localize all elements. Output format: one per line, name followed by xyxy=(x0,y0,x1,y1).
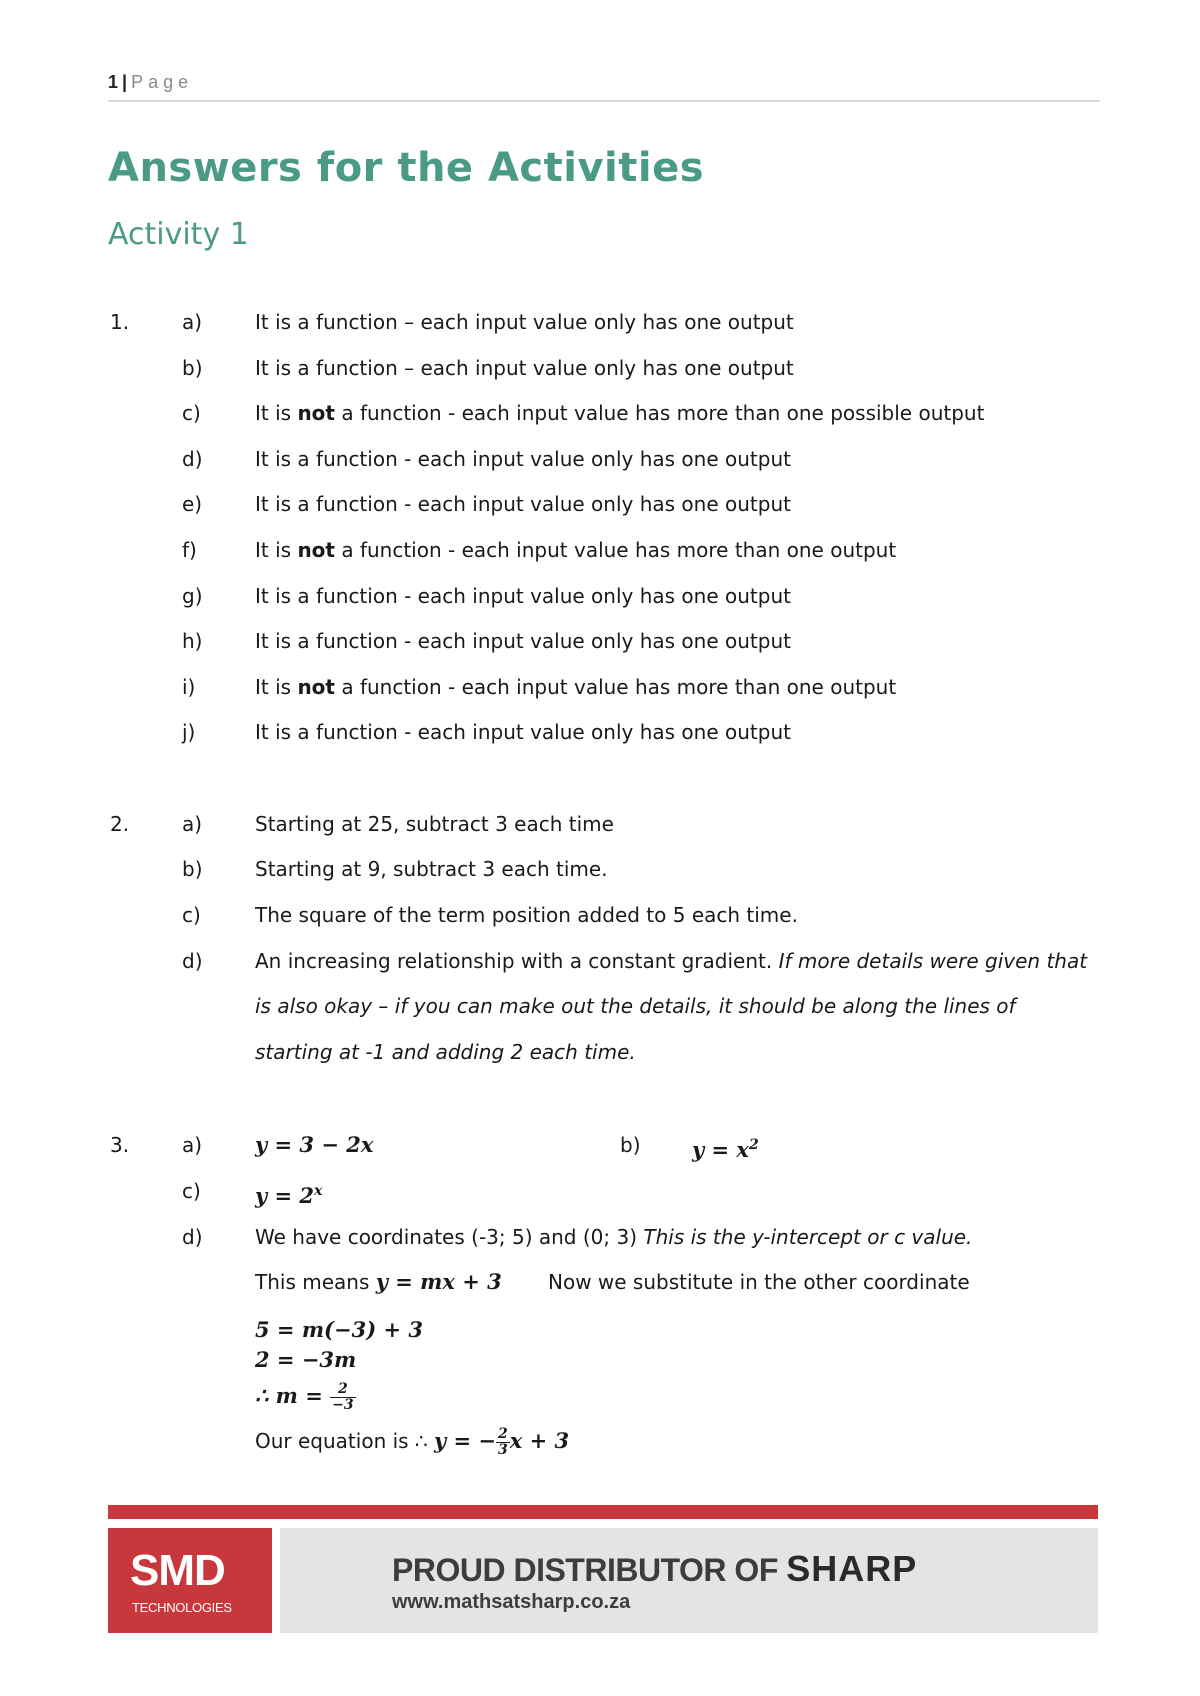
q2-d-italic-2: is also okay – if you can make out the details, it should be along the lines of xyxy=(255,994,1016,1018)
q3-b-letter: b) xyxy=(620,1133,641,1157)
q1-d-letter: d) xyxy=(182,447,203,471)
q1-a-text: It is a function – each input value only has one output xyxy=(255,310,794,334)
q3-row-c xyxy=(0,1174,1000,1208)
q3-d-final-equation: Our equation is ∴ y = − $\frac{2}{3}$ x + 3 xyxy=(255,1426,570,1458)
page-title: Answers for the Activities xyxy=(108,145,705,191)
q1-i-letter: i) xyxy=(182,675,196,699)
q1-h-letter: h) xyxy=(182,629,203,653)
q1-b-text: It is a function – each input value only has one output xyxy=(255,356,794,380)
q1-row-f xyxy=(0,533,1000,567)
q3-d-substitute: Now we substitute in the other coordinate xyxy=(548,1270,970,1294)
q2-b-text: Starting at 9, subtract 3 each time. xyxy=(255,857,608,881)
q1-g-text: It is a function - each input value only has one output xyxy=(255,584,791,608)
q1-row-d xyxy=(0,442,1000,476)
q3-d-means: This means y = mx + 3 xyxy=(255,1269,502,1294)
q2-d-letter: d) xyxy=(182,949,203,973)
q3-d-text: We have coordinates (-3; 5) and (0; 3) This is the y-intercept or c value. xyxy=(255,1225,973,1249)
q2-number: 2. xyxy=(110,812,130,836)
sharp-logo: SHARP xyxy=(786,1548,918,1589)
q1-row-i xyxy=(0,670,1000,704)
q3-d-means-equation: y = mx + 3 xyxy=(375,1269,502,1294)
q2-a-letter: a) xyxy=(182,812,203,836)
activity-title: Activity 1 xyxy=(108,217,249,252)
q1-row-g xyxy=(0,579,1000,613)
q2-row-d-cont-2 xyxy=(0,1035,1100,1069)
q1-row-b xyxy=(0,351,1000,385)
q1-row-e xyxy=(0,487,1000,521)
smd-logo-text: SMD xyxy=(130,1546,225,1595)
q3-c-letter: c) xyxy=(182,1179,201,1203)
q2-c-letter: c) xyxy=(182,903,201,927)
q1-i-emphasis: not xyxy=(297,675,335,699)
q2-c-text: The square of the term position added to 5 each time. xyxy=(255,903,798,927)
q1-j-text: It is a function - each input value only has one output xyxy=(255,720,791,744)
q1-c-emphasis: not xyxy=(297,401,335,425)
q1-h-text: It is a function - each input value only has one output xyxy=(255,629,791,653)
page-word: Page xyxy=(131,72,194,92)
page-separator: | xyxy=(122,72,128,92)
q3-d-final-fraction: $\frac{2}{3}$ xyxy=(498,1426,508,1458)
q1-a-letter: a) xyxy=(182,310,203,334)
footer-separator xyxy=(272,1528,280,1633)
q3-row-d xyxy=(0,1220,1100,1254)
q1-f-emphasis: not xyxy=(297,538,335,562)
q3-d-step-2: 2 = −3m xyxy=(255,1347,357,1372)
q3-d-letter: d) xyxy=(182,1225,203,1249)
q1-number: 1. xyxy=(110,310,130,334)
q2-row-b xyxy=(0,852,1000,886)
q2-b-letter: b) xyxy=(182,857,203,881)
q2-row-c xyxy=(0,898,1000,932)
q1-c-letter: c) xyxy=(182,401,201,425)
q3-c-equation: $y = 2^x$ xyxy=(255,1183,323,1208)
q3-d-italic: This is the y-intercept or c value. xyxy=(643,1225,973,1249)
smd-logo-subtext: TECHNOLOGIES xyxy=(132,1600,232,1615)
q1-row-c xyxy=(0,396,1000,430)
q1-row-h xyxy=(0,624,1000,658)
page-number: 1 xyxy=(108,72,119,92)
q1-j-letter: j) xyxy=(182,720,196,744)
footer-accent-bar xyxy=(108,1505,1098,1519)
q3-row-ab xyxy=(0,1128,1000,1162)
q1-f-text: It is not a function - each input value has more than one output xyxy=(255,538,897,562)
q3-b-equation: $y = x^2$ xyxy=(692,1137,759,1162)
q3-d-step-1: 5 = m(−3) + 3 xyxy=(255,1317,423,1342)
q2-row-d-cont-1 xyxy=(0,989,1100,1023)
q2-row-d xyxy=(0,944,1100,978)
q1-b-letter: b) xyxy=(182,356,203,380)
q3-d-step-3-fraction: $\frac{2}{-3}$ xyxy=(332,1381,354,1413)
q1-row-j xyxy=(0,715,1000,749)
q1-c-text: It is not a function - each input value has more than one possible output xyxy=(255,401,985,425)
q1-d-text: It is a function - each input value only has one output xyxy=(255,447,791,471)
q3-a-letter: a) xyxy=(182,1133,203,1157)
page-header xyxy=(108,72,1100,102)
q1-f-letter: f) xyxy=(182,538,197,562)
q3-d-final xyxy=(0,1424,900,1468)
q1-row-a xyxy=(0,305,1000,339)
q2-a-text: Starting at 25, subtract 3 each time xyxy=(255,812,614,836)
q3-number: 3. xyxy=(110,1133,130,1157)
q1-e-text: It is a function - each input value only has one output xyxy=(255,492,791,516)
smd-logo xyxy=(108,1528,272,1633)
footer-website: www.mathsatsharp.co.za xyxy=(392,1591,631,1613)
q1-e-letter: e) xyxy=(182,492,203,516)
q1-i-text: It is not a function - each input value has more than one output xyxy=(255,675,897,699)
q2-d-italic-1: If more details were given that xyxy=(778,949,1088,973)
q3-a-equation: y = 3 − 2x xyxy=(255,1132,374,1157)
q2-d-italic-3: starting at -1 and adding 2 each time. xyxy=(255,1040,636,1064)
q1-g-letter: g) xyxy=(182,584,203,608)
footer-tagline: PROUD DISTRIBUTOR OF SHARP xyxy=(392,1548,918,1589)
q2-d-text: An increasing relationship with a constant gradient. If more details were given that xyxy=(255,949,1088,973)
q3-row-d-means xyxy=(0,1265,1100,1299)
q3-d-step-3: ∴ m = $\frac{2}{-3}$ xyxy=(255,1381,354,1413)
q2-row-a xyxy=(0,807,1000,841)
